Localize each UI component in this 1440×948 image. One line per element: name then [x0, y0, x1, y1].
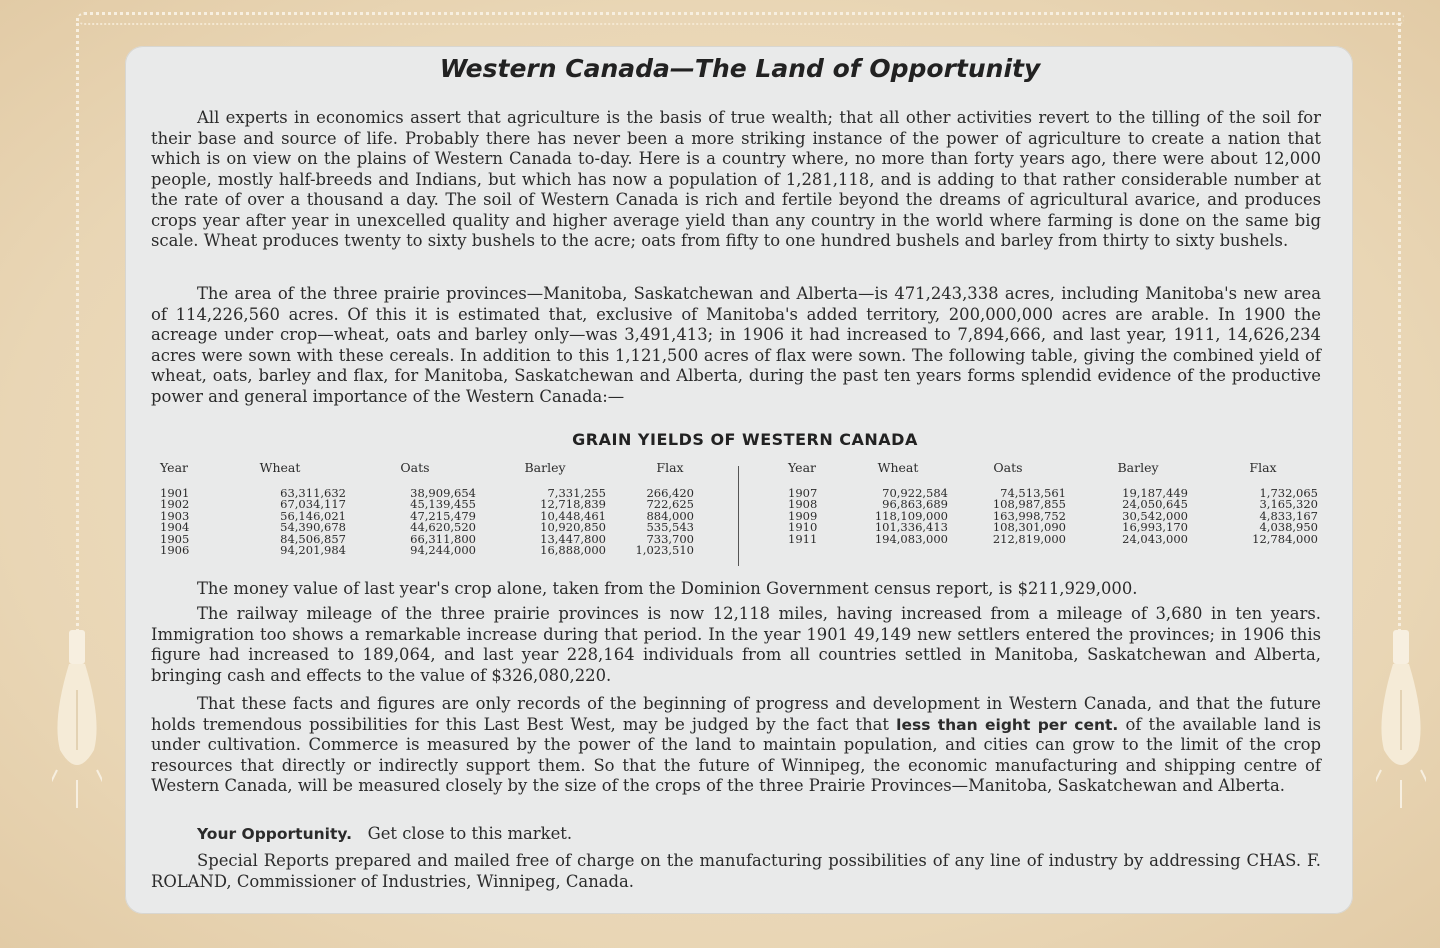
- cell-oats: 45,139,455: [410, 497, 476, 511]
- cell-oats: 163,998,752: [992, 508, 1066, 523]
- cell-flax: 3,165,320: [1259, 497, 1318, 511]
- table-header-row: [788, 462, 1318, 488]
- cell-oats: 74,513,561: [1000, 485, 1066, 500]
- cell-flax: 4,833,167: [1259, 508, 1318, 523]
- header-barley: Barley: [1117, 460, 1159, 475]
- cell-wheat: 84,506,857: [280, 531, 346, 546]
- cell-barley: 13,447,800: [540, 531, 606, 546]
- cell-oats: 38,909,654: [410, 485, 476, 500]
- cell-oats: 108,301,090: [992, 520, 1066, 534]
- page-title: Western Canada—The Land of Opportunity: [439, 54, 1041, 83]
- cell-year: 1902: [160, 497, 190, 511]
- cell-year: 1903: [160, 508, 190, 523]
- progress-text-end: of the available land is under cultivation. Commerce is measured by the power of the land to maintain population, and cities can grow to the limit of the crop resources that directly or indirectly support them. So that the future of Winnipeg, the economic manufacturing and shipping centre of Western Canada, will be measured closely by the size of the crops of the three Prairie Provinces—Manitoba, Saskatchewan and Alberta.: [151, 714, 1321, 795]
- cell-barley: 30,542,000: [1122, 508, 1188, 523]
- progress-text-start: That these facts and figures are only records of the beginning of progress and development in Western Canada, and that the future holds tremendous possibilities for this Last Best West, may be judged by the fact that: [151, 694, 1321, 734]
- paragraph-special-reports: Special Reports prepared and mailed free of charge on the manufacturing possibilities of any line of industry by addressing CHAS. F. ROLAND, Commissioner of Industries, Winnipeg, Canada.: [151, 851, 1321, 891]
- cell-barley: 24,050,645: [1122, 497, 1188, 511]
- cell-flax: 733,700: [646, 531, 694, 546]
- paragraph-opportunity: [151, 824, 1321, 845]
- cell-flax: 1,023,510: [635, 543, 694, 557]
- cell-flax: 12,784,000: [1252, 531, 1318, 546]
- cell-year: 1911: [788, 531, 818, 546]
- cell-wheat: 67,034,117: [280, 497, 346, 511]
- cell-flax: 1,732,065: [1259, 485, 1318, 500]
- header-flax: Flax: [656, 460, 684, 475]
- cell-oats: 47,215,479: [410, 508, 476, 523]
- bold-statistic: less than eight per cent.: [896, 715, 1119, 734]
- cell-year: 1905: [160, 531, 190, 546]
- paragraph-progress: [151, 694, 1321, 797]
- cell-wheat: 63,311,632: [280, 485, 346, 500]
- cell-wheat: 96,863,689: [882, 497, 948, 511]
- table-divider: [738, 466, 739, 566]
- header-oats: Oats: [400, 460, 430, 475]
- lightbulb-icon: [52, 630, 102, 810]
- table-row: [788, 534, 1318, 546]
- table-row: [160, 545, 730, 557]
- header-wheat: Wheat: [259, 460, 301, 475]
- table-header-row: [160, 462, 730, 488]
- cell-wheat: 101,336,413: [874, 520, 948, 534]
- paragraph-agriculture: All experts in economics assert that agriculture is the basis of true wealth; that all other activities revert to the tilling of the soil for their base and source of life. Probably there has never been a more striking instance of the power of agriculture to create a nation that which is on view on the plains of Western Canada to-day. Here is a country where, no more than forty years ago, there were about 12,000 people, mostly half-breeds and Indians, but which has now a population of 1,281,118, and is adding to that rather considerable number at the rate of over a thousand a day. The soil of Western Canada is rich and fertile beyond the dreams of agricultural avarice, and produces crops year after year in unexcelled quality and higher average yield than any country in the world where farming is done on the same big scale. Wheat produces twenty to sixty bushels to the acre; oats from fifty to one hundred bushels and barley from thirty to sixty bushels.: [151, 108, 1321, 250]
- paragraph-railway: The railway mileage of the three prairie provinces is now 12,118 miles, having increased from a mileage of 3,680 in ten years. Immigration too shows a remarkable increase during that period. In the year 1901 49,149 new settlers entered the provinces; in 1906 this figure had increased to 189,064, and last year 228,164 individuals from all countries settled in Manitoba, Saskatchewan and Alberta, bringing cash and effects to the value of $326,080,220.: [151, 604, 1321, 685]
- header-year: Year: [788, 460, 816, 475]
- cell-barley: 10,920,850: [540, 520, 606, 534]
- header-flax: Flax: [1249, 460, 1277, 475]
- cell-oats: 44,620,520: [410, 520, 476, 534]
- cell-wheat: 56,146,021: [280, 508, 346, 523]
- header-oats: Oats: [993, 460, 1023, 475]
- paragraph-area: The area of the three prairie provinces—Manitoba, Saskatchewan and Alberta—is 471,243,338 acres, including Manitoba's new area of 114,226,560 acres. Of this it is estimated that, exclusive of Manitoba's added territory, 200,000,000 acres are arable. In 1900 the acreage under crop—wheat, oats and barley only—was 3,491,413; in 1906 it had increased to 7,894,666, and last year, 1911, 14,626,234 acres were sown with these cereals. In addition to this 1,121,500 acres of flax were sown. The following table, giving the combined yield of wheat, oats, barley and flax, for Manitoba, Saskatchewan and Alberta, during the past ten years forms splendid evidence of the productive power and general importance of the Western Canada:—: [151, 284, 1321, 406]
- grain-table-right: [788, 462, 1318, 545]
- cell-year: 1904: [160, 520, 190, 534]
- cell-barley: 10,448,461: [540, 508, 606, 523]
- cell-flax: 535,543: [646, 520, 694, 534]
- cell-oats: 212,819,000: [992, 531, 1066, 546]
- opportunity-text: Get close to this market.: [367, 824, 573, 843]
- cell-flax: 722,625: [646, 497, 694, 511]
- cell-flax: 884,000: [646, 508, 694, 523]
- decorative-rope-border: [78, 12, 1404, 25]
- decorative-rope-left: [76, 18, 85, 638]
- cell-barley: 12,718,839: [540, 497, 606, 511]
- cell-oats: 108,987,855: [992, 497, 1066, 511]
- cell-barley: 19,187,449: [1122, 485, 1188, 500]
- header-year: Year: [160, 460, 188, 475]
- cell-year: 1907: [788, 485, 818, 500]
- table-title: GRAIN YIELDS OF WESTERN CANADA: [572, 430, 918, 449]
- cell-year: 1901: [160, 485, 190, 500]
- decorative-rope-right: [1398, 18, 1407, 638]
- header-wheat: Wheat: [877, 460, 919, 475]
- cell-flax: 4,038,950: [1259, 520, 1318, 534]
- cell-barley: 16,993,170: [1122, 520, 1188, 534]
- cell-oats: 66,311,800: [410, 531, 476, 546]
- cell-wheat: 118,109,000: [874, 508, 948, 523]
- cell-wheat: 54,390,678: [280, 520, 346, 534]
- cell-barley: 7,331,255: [547, 485, 606, 500]
- cell-wheat: 70,922,584: [882, 485, 948, 500]
- opportunity-label: Your Opportunity.: [197, 825, 352, 843]
- lightbulb-icon: [1376, 630, 1426, 810]
- cell-barley: 16,888,000: [540, 543, 606, 557]
- cell-wheat: 194,083,000: [874, 531, 948, 546]
- cell-year: 1908: [788, 497, 818, 511]
- paragraph-money-value: The money value of last year's crop alone, taken from the Dominion Government census report, is $211,929,000.: [197, 579, 1138, 598]
- cell-year: 1909: [788, 508, 818, 523]
- cell-wheat: 94,201,984: [280, 543, 346, 557]
- cell-barley: 24,043,000: [1122, 531, 1188, 546]
- cell-oats: 94,244,000: [410, 543, 476, 557]
- cell-flax: 266,420: [646, 485, 694, 500]
- cell-year: 1906: [160, 543, 190, 557]
- grain-table-left: [160, 462, 730, 557]
- header-barley: Barley: [524, 460, 566, 475]
- cell-year: 1910: [788, 520, 818, 534]
